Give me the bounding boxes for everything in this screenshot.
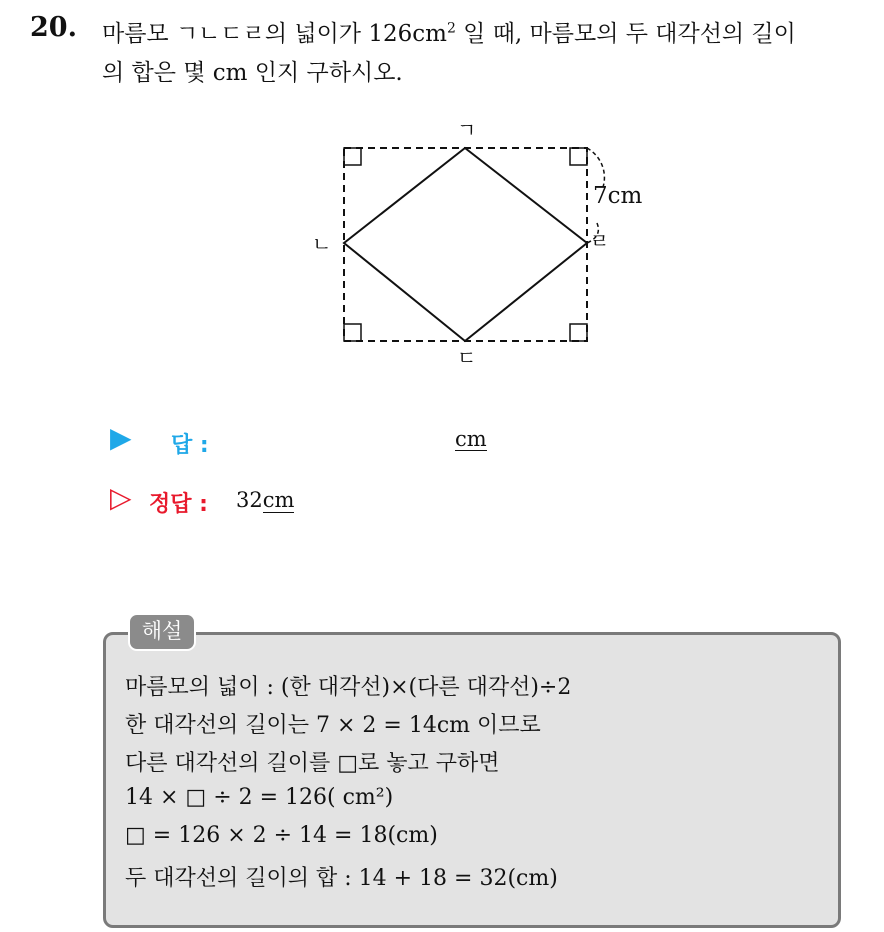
question-text-line-1: [102, 15, 796, 48]
solution-line-5: □ = 126 × 2 ÷ 14 = 18(cm): [125, 823, 438, 848]
rhombus-figure: [300, 115, 680, 375]
solution-tag: 해설: [128, 613, 196, 651]
solution-line-4: 14 × □ ÷ 2 = 126( cm²): [125, 785, 394, 810]
question-text-pre: 마름모 ㄱㄴㄷㄹ의 넓이가 126cm: [102, 21, 447, 47]
right-angle-mark-bottom-left: [344, 324, 361, 341]
vertex-label-right: ㄹ: [590, 229, 610, 253]
question-number: 20.: [30, 12, 77, 43]
right-angle-mark-top-right: [570, 148, 587, 165]
solution-line-6: 두 대각선의 길이의 합 : 14 + 18 = 32(cm): [125, 866, 558, 891]
question-text-post: 일 때, 마름모의 두 대각선의 길이: [455, 21, 796, 47]
correct-answer-unit: cm: [262, 488, 295, 512]
solution-line-2: 한 대각선의 길이는 7 × 2 = 14cm 이므로: [125, 713, 541, 738]
vertex-label-top: ㄱ: [457, 118, 477, 142]
correct-answer-triangle-icon: ▷: [110, 481, 132, 514]
vertex-label-left: ㄴ: [312, 232, 332, 256]
answer-unit: cm: [455, 427, 487, 451]
superscript-exponent: 2: [446, 20, 456, 37]
right-angle-mark-top-left: [344, 148, 361, 165]
side-length-label: 7cm: [593, 183, 643, 209]
correct-answer-value: [236, 488, 294, 512]
correct-answer-number: 32: [236, 488, 263, 512]
solution-line-1: 마름모의 넓이 : (한 대각선)×(다른 대각선)÷2: [125, 675, 572, 700]
answer-label: 답 :: [171, 433, 209, 458]
question-text-line-2: 의 합은 몇 cm 인지 구하시오.: [102, 60, 403, 86]
correct-answer-label: 정답 :: [149, 492, 208, 517]
answer-triangle-icon: ▶: [110, 421, 132, 454]
measure-arc-top: [587, 148, 604, 187]
dashed-rectangle: [344, 148, 587, 341]
solution-line-3: 다른 대각선의 길이를 □로 놓고 구하면: [125, 751, 500, 776]
vertex-label-bottom: ㄷ: [457, 346, 477, 370]
right-angle-mark-bottom-right: [570, 324, 587, 341]
rhombus-shape: [344, 148, 587, 341]
